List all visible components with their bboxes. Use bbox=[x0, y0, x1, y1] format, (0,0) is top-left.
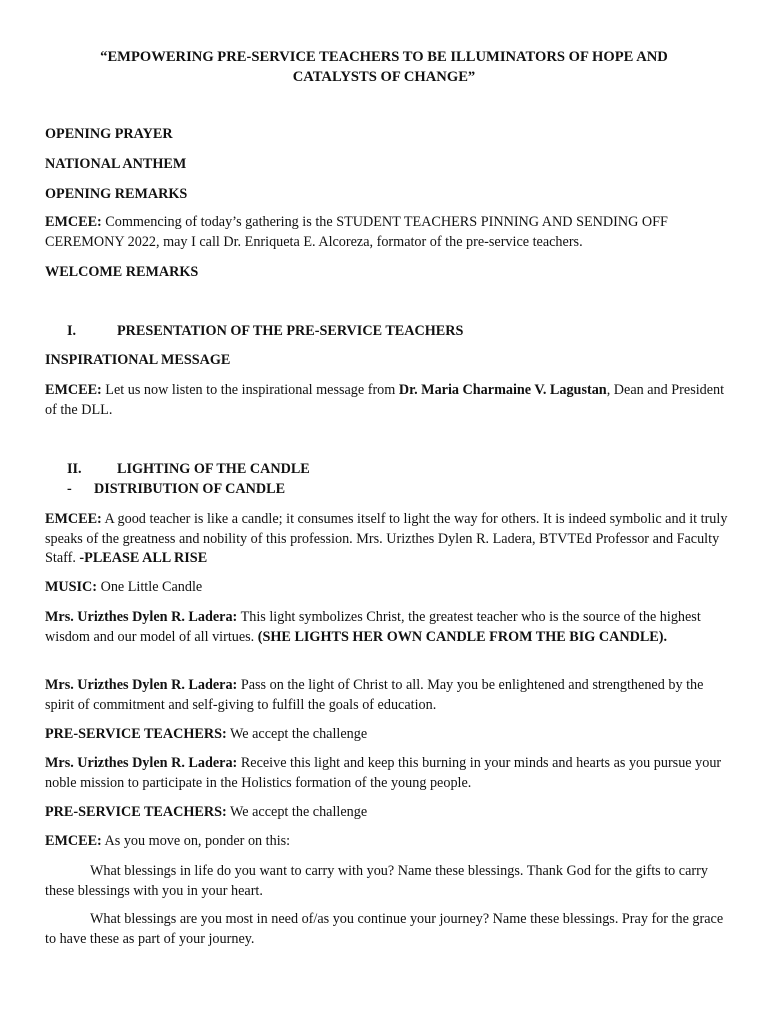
music-line bbox=[45, 578, 735, 598]
ponder-paragraph-2: What blessings are you most in need of/as you continue your journey? Name these blessings. Pray for the grace to have these as part of your journey. bbox=[45, 911, 724, 947]
emcee-paragraph-4 bbox=[45, 832, 735, 852]
music-text: One Little Candle bbox=[97, 579, 203, 595]
emcee-label: EMCEE: bbox=[45, 382, 102, 398]
opening-prayer-heading: OPENING PRAYER bbox=[45, 126, 173, 142]
pst-response-1 bbox=[45, 725, 735, 745]
emcee-text: Commencing of today’s gathering is the STUDENT TEACHERS PINNING AND SENDING OFF CEREMONY 2022, may I call Dr. Enriqueta E. Alcoreza, formator of the pre-service teachers. bbox=[45, 214, 668, 250]
stage-direction: (SHE LIGHTS HER OWN CANDLE FROM THE BIG CANDLE). bbox=[257, 628, 668, 645]
emcee-paragraph-2 bbox=[45, 381, 735, 420]
section-number: II. bbox=[67, 461, 82, 477]
speaker-text: Pass on the light of Christ to all. May you be enlightened and strengthened by the spirit of commitment and self-giving to fulfill the goals of education. bbox=[45, 677, 704, 713]
speaker-label: Mrs. Urizthes Dylen R. Ladera: bbox=[45, 609, 238, 625]
title-line-2: CATALYSTS OF CHANGE” bbox=[292, 69, 476, 85]
opening-remarks-heading: OPENING REMARKS bbox=[45, 186, 188, 202]
ladera-paragraph-1 bbox=[45, 608, 735, 647]
ladera-paragraph-3 bbox=[45, 754, 735, 793]
emcee-text: As you move on, ponder on this: bbox=[101, 833, 291, 849]
emcee-paragraph-3 bbox=[45, 510, 735, 569]
pst-label: PRE-SERVICE TEACHERS: bbox=[45, 804, 227, 820]
section-title: PRESENTATION OF THE PRE-SERVICE TEACHERS bbox=[117, 323, 464, 339]
speaker-label: Mrs. Urizthes Dylen R. Ladera: bbox=[45, 677, 238, 693]
speaker-text: Receive this light and keep this burning in your minds and hearts as you pursue your noble mission to participate in the Holistics formation of the young people. bbox=[45, 755, 722, 791]
program-title bbox=[60, 47, 708, 87]
section-title: LIGHTING OF THE CANDLE bbox=[117, 461, 310, 477]
welcome-remarks-heading: WELCOME REMARKS bbox=[45, 264, 199, 280]
subsection-title: DISTRIBUTION OF CANDLE bbox=[94, 481, 286, 497]
pst-text: We accept the challenge bbox=[226, 804, 368, 820]
list-dash: - bbox=[67, 481, 72, 497]
ponder-paragraph-1: What blessings in life do you want to carry with you? Name these blessings. Thank God for the gifts to carry these blessings with you in your heart. bbox=[45, 863, 708, 899]
section-number: I. bbox=[67, 323, 77, 339]
emcee-label: EMCEE: bbox=[45, 511, 102, 527]
speaker-name: Dr. Maria Charmaine V. Lagustan bbox=[398, 382, 607, 398]
title-line-1: “EMPOWERING PRE-SERVICE TEACHERS TO BE ILLUMINATORS OF HOPE AND bbox=[100, 49, 668, 65]
subsection-heading bbox=[45, 480, 285, 498]
emcee-label: EMCEE: bbox=[45, 214, 102, 230]
national-anthem-heading: NATIONAL ANTHEM bbox=[45, 156, 187, 172]
pst-response-2 bbox=[45, 803, 735, 823]
emcee-label: EMCEE: bbox=[45, 833, 102, 849]
stage-direction: -PLEASE ALL RISE bbox=[79, 550, 208, 566]
speaker-label: Mrs. Urizthes Dylen R. Ladera: bbox=[45, 755, 238, 771]
pst-text: We accept the challenge bbox=[226, 726, 368, 742]
emcee-paragraph-1 bbox=[45, 213, 735, 252]
emcee-text: Let us now listen to the inspirational message from bbox=[101, 382, 399, 398]
inspirational-message-heading: INSPIRATIONAL MESSAGE bbox=[45, 352, 231, 368]
ladera-paragraph-2 bbox=[45, 676, 735, 715]
section-2-heading bbox=[67, 460, 310, 478]
pst-label: PRE-SERVICE TEACHERS: bbox=[45, 726, 227, 742]
emcee-text: A good teacher is like a candle; it consumes itself to light the way for others. It is indeed symbolic and it truly speaks of the greatness and nobility of this profession. Mrs. Urizthes Dylen R. Ladera, BTVTEd Professor and Faculty Staff. bbox=[45, 511, 728, 566]
music-label: MUSIC: bbox=[45, 579, 98, 595]
emcee-text: , Dean and President of the DLL. bbox=[45, 382, 725, 418]
section-1-heading bbox=[67, 322, 463, 340]
speaker-text: This light symbolizes Christ, the greatest teacher who is the source of the highest wisdom and our model of all virtues. bbox=[45, 609, 701, 645]
